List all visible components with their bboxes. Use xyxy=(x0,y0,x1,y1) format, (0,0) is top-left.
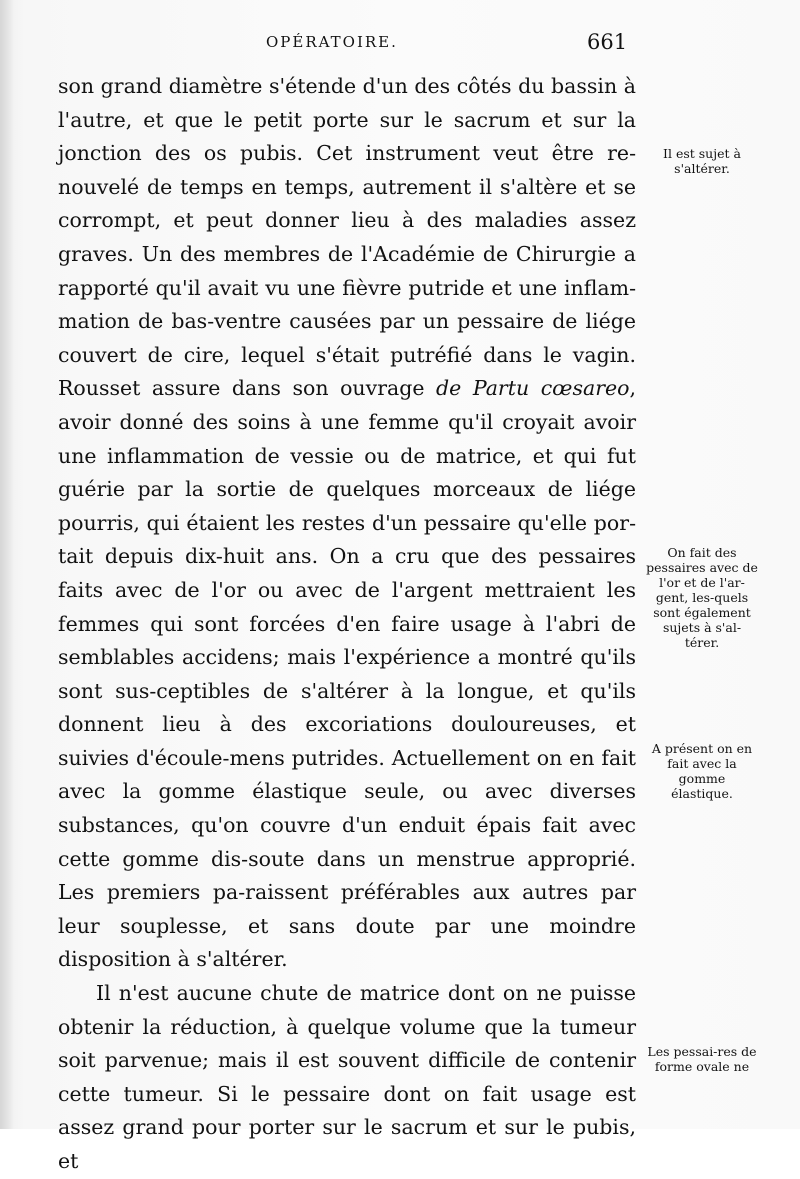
paragraph-1-continuation: , avoir donné des soins à une femme qu'il croyait avoir une inflammation de vessie ou de matrice, et qui fut guérie par la sortie de quelques morceaux de liége pourris, qui étaient les restes d'un pessaire qu'elle por-tait depuis dix-huit ans. On a cru que des pessaires faits avec de l'or ou avec de l'argent mettraient les femmes qui sont forcées d'en faire usage à l'abri de semblables accidens; mais l'expérience a montré qu'ils sont sus-ceptibles de s'altérer à la longue, et qu'ils donnent lieu à des excoriations douloureuses, et suivies d'écoule-mens putrides. Actuellement on en fait avec la gomme élastique seule, ou avec diverses substances, qu'on couvre d'un enduit épais fait avec cette gomme dis-soute dans un menstrue approprié. Les premiers pa-raissent préférables aux autres par leur souplesse, et sans doute par une moindre disposition à s'altérer. xyxy=(58,376,636,972)
running-header: OPÉRATOIRE. xyxy=(266,33,398,51)
paragraph-1 xyxy=(58,70,636,977)
main-text-column xyxy=(58,70,636,1179)
margin-note-altering: Il est sujet à s'altérer. xyxy=(663,146,741,176)
margin-note-gold-silver: On fait des pessaires avec de l'or et de l'ar-gent, les-quels sont également sujets à s'al-térer. xyxy=(646,545,758,650)
margin-note-oval-pessaries: Les pessai-res de forme ovale ne xyxy=(647,1044,757,1074)
margin-note-elastic-gum: A présent on en fait avec la gomme élastique. xyxy=(651,741,753,801)
paragraph-1-text: son grand diamètre s'étende d'un des côtés du bassin à l'autre, et que le petit porte sur le sacrum et sur la jonction des os pubis. Cet instrument veut être re-nouvelé de temps en temps, autrement il s'altère et se corrompt, et peut donner lieu à des maladies assez graves. Un des membres de l'Académie de Chirurgie a rapporté qu'il avait vu une fièvre putride et une inflam-mation de bas-ventre causées par un pessaire de liége couvert de cire, lequel s'était putréfié dans le vagin. Rousset assure dans son ouvrage xyxy=(58,74,636,401)
page-number: 661 xyxy=(587,30,628,54)
page-edge-shadow xyxy=(0,0,14,1129)
paragraph-2: Il n'est aucune chute de matrice dont on ne puisse obtenir la réduction, à quelque volume que la tumeur soit parvenue; mais il est souvent difficile de contenir cette tumeur. Si le pessaire dont on fait usage est assez grand pour porter sur le sacrum et sur le pubis, et xyxy=(58,981,636,1173)
cited-work-title: de Partu cœsareo xyxy=(436,376,630,401)
